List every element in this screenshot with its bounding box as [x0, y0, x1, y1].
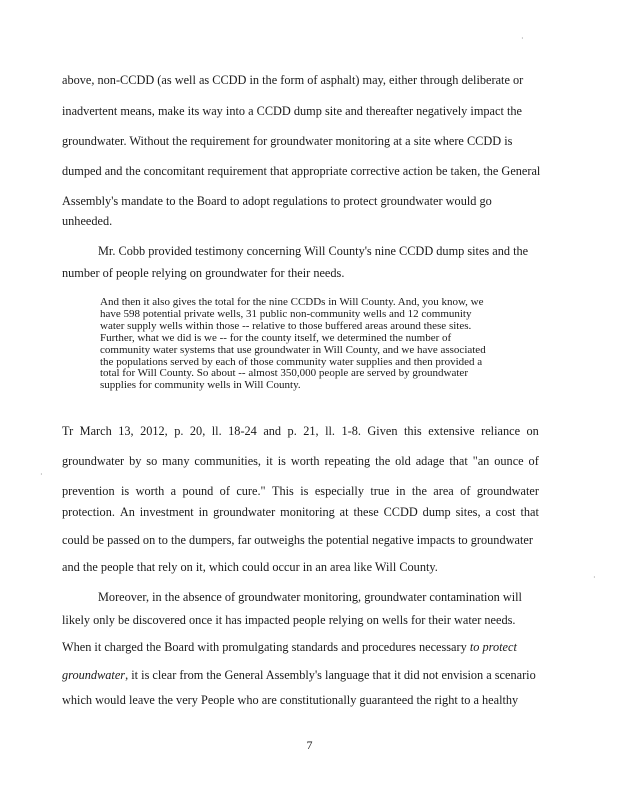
quote-line: have 598 potential private wells, 31 public non-community wells and 12 community	[100, 307, 472, 320]
paragraph-line: unheeded.	[62, 214, 113, 228]
word: these	[353, 505, 379, 519]
scan-speck: ·	[40, 470, 43, 479]
word: 21,	[303, 424, 319, 438]
quote-line: community water systems that use groundwater in Will County, and we have associated	[100, 343, 486, 356]
word: by	[129, 454, 142, 468]
paragraph-line	[62, 640, 517, 654]
word: reliance	[481, 424, 521, 438]
word: An	[119, 505, 135, 519]
paragraph-line: number of people relying on groundwater for their needs.	[62, 266, 345, 280]
quote-line: supplies for community wells in Will County.	[100, 379, 301, 392]
line-text: When it charged the Board with promulgating standards and procedures necessary	[62, 640, 470, 654]
paragraph-line: Mr. Cobb provided testimony concerning Will County's nine CCDD dump sites and the	[98, 244, 529, 258]
quote-line: total for Will County. So about -- almost 350,000 people are served by groundwater	[100, 367, 468, 380]
quote-line: water supply wells within those -- relative to those buffered areas around these sites.	[100, 319, 472, 332]
word: is	[277, 454, 286, 468]
word: groundwater	[62, 454, 125, 468]
word: a	[170, 484, 177, 498]
emphasis-text: groundwater	[62, 668, 126, 682]
word: in	[198, 505, 209, 519]
paragraph-line: inadvertent means, make its way into a CCDD dump site and thereafter negatively impact the	[62, 104, 522, 118]
word: protection.	[62, 505, 115, 519]
word: cost	[495, 505, 516, 519]
word: investment	[139, 505, 194, 519]
paragraph-line: Assembly's mandate to the Board to adopt regulations to protect groundwater would go	[62, 194, 492, 208]
word: of	[528, 454, 539, 468]
word: ll.	[325, 424, 336, 438]
word: of	[219, 484, 230, 498]
word: of	[460, 484, 471, 498]
word: dump	[422, 505, 451, 519]
scan-speck: ·	[593, 573, 596, 582]
word: is	[120, 484, 130, 498]
word: ll.	[211, 424, 222, 438]
word: and	[263, 424, 282, 438]
paragraph-line: could be passed on to the dumpers, far outweighs the potential negative impacts to groundwater	[62, 533, 533, 547]
word: the	[411, 484, 427, 498]
word: groundwater	[213, 505, 276, 519]
word: ounce	[494, 454, 524, 468]
word: p.	[174, 424, 184, 438]
paragraph-line: groundwater. Without the requirement for groundwater monitoring at a site where CCDD is	[62, 134, 513, 148]
word: 2012,	[140, 424, 168, 438]
word: adage	[415, 454, 445, 468]
word: especially	[314, 484, 364, 498]
word: worth	[135, 484, 165, 498]
word: so	[146, 454, 158, 468]
word: Given	[367, 424, 398, 438]
word: at	[339, 505, 349, 519]
line-text: , it is clear from the General Assembly's language that it did not envision a scenario	[125, 668, 536, 682]
paragraph-line	[62, 668, 536, 682]
word: communities,	[194, 454, 262, 468]
paragraph-line: and the people that rely on it, which could occur in an area like Will County.	[62, 560, 438, 574]
word: cure."	[236, 484, 266, 498]
paragraph-line: Moreover, in the absence of groundwater monitoring, groundwater contamination will	[98, 590, 522, 604]
justified-line	[62, 505, 539, 519]
word: groundwater	[476, 484, 539, 498]
word: a	[485, 505, 491, 519]
word: 18-24	[228, 424, 257, 438]
justified-line	[62, 454, 539, 468]
justified-line	[62, 484, 539, 498]
word: monitoring	[280, 505, 335, 519]
page-number: 7	[306, 738, 313, 752]
paragraph-line: dumped and the concomitant requirement that appropriate corrective action be taken, the General	[62, 164, 541, 178]
word: p.	[287, 424, 297, 438]
paragraph-line: likely only be discovered once it has impacted people relying on wells for their water needs.	[62, 613, 516, 627]
word: CCDD	[383, 505, 418, 519]
word: 20,	[189, 424, 206, 438]
emphasis-text: to protect	[469, 640, 517, 654]
word: worth	[290, 454, 320, 468]
word: that	[449, 454, 468, 468]
word: "an	[472, 454, 490, 468]
word: this	[403, 424, 422, 438]
justified-line	[62, 424, 539, 438]
word: it	[265, 454, 273, 468]
word: repeating	[324, 454, 371, 468]
word: 1-8.	[341, 424, 361, 438]
paragraph-line: which would leave the very People who are constitutionally guaranteed the right to a healthy	[62, 693, 519, 707]
word: March	[79, 424, 112, 438]
scan-speck: ·	[521, 34, 524, 43]
word: pound	[182, 484, 214, 498]
word: in	[395, 484, 406, 498]
word: many	[162, 454, 190, 468]
word: sites,	[455, 505, 481, 519]
word: prevention	[62, 484, 115, 498]
word: the	[375, 454, 391, 468]
quote-line: the populations served by each of those community water supplies and then provided a	[100, 355, 483, 368]
paragraph-line: above, non-CCDD (as well as CCDD in the form of asphalt) may, either through deliberate or	[62, 73, 524, 87]
block-quote	[100, 297, 530, 392]
word: Tr	[62, 424, 74, 438]
word: extensive	[428, 424, 475, 438]
word: old	[395, 454, 411, 468]
word: is	[300, 484, 309, 498]
word: 13,	[118, 424, 134, 438]
quote-line: And then it also gives the total for the nine CCDDs in Will County. And, you know, we	[100, 296, 484, 308]
word: that	[520, 505, 539, 519]
quote-line: Further, what we did is we -- for the county itself, we determined the number of	[100, 331, 452, 344]
word: area	[433, 484, 454, 498]
word: true	[370, 484, 390, 498]
word: This	[271, 484, 294, 498]
word: on	[526, 424, 539, 438]
